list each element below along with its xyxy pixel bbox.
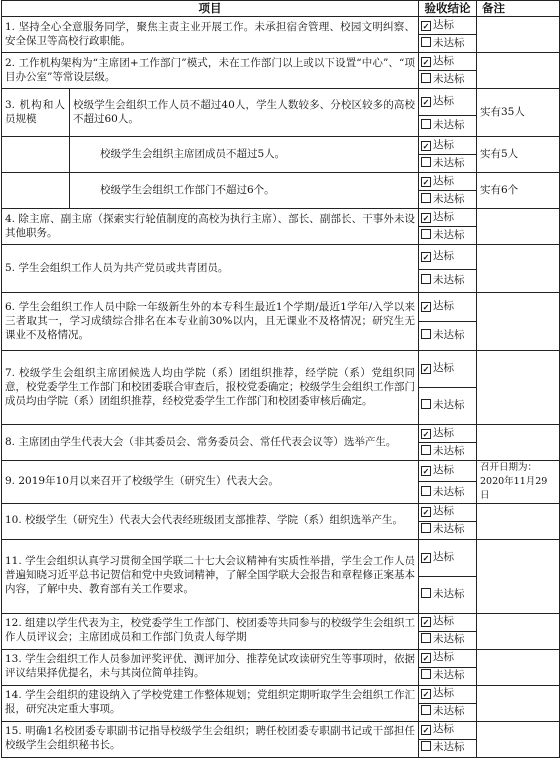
row-6-note [477, 293, 560, 351]
checkbox-checked-icon[interactable] [421, 252, 431, 262]
row-8-note [477, 425, 560, 461]
row-3-category: 3. 机构和人员规模 [2, 89, 70, 137]
checkbox-checked-icon[interactable] [421, 466, 431, 476]
checkbox-checked-icon[interactable] [421, 21, 431, 31]
fail-option[interactable]: 未达标 [419, 443, 477, 461]
table-header-row [2, 1, 560, 17]
fail-option[interactable]: 未达标 [419, 521, 477, 539]
checkbox-empty-icon[interactable] [421, 37, 431, 47]
pass-option[interactable]: ✓达标 [419, 425, 477, 443]
pass-option[interactable]: ✓达标 [419, 461, 477, 482]
row-9-note: 召开日期为：2020年11月29日 [477, 461, 560, 503]
checkbox-checked-icon[interactable] [421, 689, 431, 699]
checkbox-checked-icon[interactable] [421, 725, 431, 735]
checkbox-empty-icon[interactable] [421, 486, 431, 496]
checkbox-checked-icon[interactable] [421, 177, 431, 187]
table-row [2, 613, 560, 631]
row-14-text: 14. 学生会组织的建设纳入了学校党建工作整体规划；党组织定期听取学生会组织工作汇报，研究决定重大事项。 [2, 685, 419, 721]
pass-option[interactable]: ✓达标 [419, 685, 477, 703]
checkbox-checked-icon[interactable] [421, 364, 431, 374]
pass-option[interactable]: ✓达标 [419, 721, 477, 739]
pass-option[interactable]: ✓达标 [419, 539, 477, 576]
table-row [2, 351, 560, 388]
fail-option[interactable]: 未达标 [419, 576, 477, 613]
row-5-text: 5. 学生会组织工作人员为共产党员或共青团员。 [2, 245, 419, 293]
checkbox-empty-icon[interactable] [421, 329, 431, 339]
fail-option[interactable]: 未达标 [419, 703, 477, 721]
checkbox-checked-icon[interactable] [421, 553, 431, 563]
pass-option[interactable]: ✓达标 [419, 293, 477, 322]
checkbox-empty-icon[interactable] [421, 119, 431, 129]
acceptance-table [1, 0, 560, 758]
row-5-note [477, 245, 560, 293]
fail-option[interactable]: 未达标 [419, 388, 477, 425]
row-3-note: 实有35人 [477, 89, 560, 137]
fail-option[interactable]: 未达标 [419, 116, 477, 137]
pass-option[interactable]: ✓达标 [419, 649, 477, 667]
row-3b-note: 实有5人 [477, 137, 560, 173]
pass-option[interactable]: ✓达标 [419, 245, 477, 270]
checkbox-empty-icon[interactable] [421, 445, 431, 455]
fail-option[interactable]: 未达标 [419, 270, 477, 293]
checkbox-checked-icon[interactable] [421, 97, 431, 107]
table-row [2, 461, 560, 482]
table-row [2, 17, 560, 35]
checkbox-empty-icon[interactable] [421, 588, 431, 598]
fail-option[interactable]: 未达标 [419, 227, 477, 245]
pass-option[interactable]: ✓达标 [419, 53, 477, 71]
row-15-note [477, 721, 560, 757]
header-item: 项目 [2, 1, 419, 17]
row-13-note [477, 649, 560, 685]
pass-option[interactable]: ✓达标 [419, 89, 477, 116]
checkbox-empty-icon[interactable] [421, 274, 431, 284]
row-14-note [477, 685, 560, 721]
table-row [2, 89, 560, 116]
row-4-note [477, 209, 560, 245]
checkbox-checked-icon[interactable] [421, 213, 431, 223]
row-6-text: 6. 学生会组织工作人员中除一年级新生外的本专科生最近1个学期/最近1学年/入学以来三者取其一，学习成绩综合排名在本专业前30%以内，且无课业不及格情况；研究生无课业不及格情况。 [2, 293, 419, 351]
table-row [2, 53, 560, 71]
header-result: 验收结论 [419, 1, 477, 17]
header-note: 备注 [477, 1, 560, 17]
checkbox-checked-icon[interactable] [421, 653, 431, 663]
fail-option[interactable]: 未达标 [419, 35, 477, 53]
row-10-note [477, 503, 560, 539]
fail-option[interactable]: 未达标 [419, 155, 477, 173]
fail-option[interactable]: 未达标 [419, 667, 477, 685]
checkbox-empty-icon[interactable] [421, 741, 431, 751]
row-12-note [477, 613, 560, 649]
row-2-text: 2. 工作机构架构为“主席团+工作部门”模式，未在工作部门以上或以下设置“中心”、“项目办公室”等常设层级。 [2, 53, 419, 89]
row-11-note [477, 539, 560, 613]
table-row [2, 173, 560, 191]
row-3b-category [2, 137, 70, 173]
checkbox-empty-icon[interactable] [421, 73, 431, 83]
table-row [2, 649, 560, 667]
fail-option[interactable]: 未达标 [419, 482, 477, 503]
pass-option[interactable]: ✓达标 [419, 209, 477, 227]
checkbox-checked-icon[interactable] [421, 57, 431, 67]
row-1-text: 1. 坚持全心全意服务同学，聚焦主责主业开展工作。未承担宿舍管理、校园文明纠察、安全保卫等高校行政职能。 [2, 17, 419, 53]
fail-option[interactable]: 未达标 [419, 739, 477, 757]
row-3c-text: 校级学生会组织工作部门不超过6个。 [70, 173, 419, 209]
row-3b-text: 校级学生会组织主席团成员不超过5人。 [70, 137, 419, 173]
checkbox-empty-icon[interactable] [421, 193, 431, 203]
pass-option[interactable]: ✓达标 [419, 137, 477, 155]
pass-option[interactable]: ✓达标 [419, 173, 477, 191]
checkbox-checked-icon[interactable] [421, 507, 431, 517]
row-1-note [477, 17, 560, 53]
fail-option[interactable]: 未达标 [419, 322, 477, 351]
checkbox-checked-icon[interactable] [421, 141, 431, 151]
checkbox-empty-icon[interactable] [421, 633, 431, 643]
checkbox-empty-icon[interactable] [421, 157, 431, 167]
checkbox-empty-icon[interactable] [421, 229, 431, 239]
row-10-text: 10. 校级学生（研究生）代表大会代表经班级团支部推荐、学院（系）组织选举产生。 [2, 503, 419, 539]
table-row [2, 245, 560, 270]
row-4-text: 4. 除主席、副主席（探索实行轮值制度的高校为执行主席）、部长、副部长、干事外未设其他职务。 [2, 209, 419, 245]
checkbox-checked-icon[interactable] [421, 302, 431, 312]
table-row [2, 209, 560, 227]
checkbox-checked-icon[interactable] [421, 617, 431, 627]
row-9-text: 9. 2019年10月以来召开了校级学生（研究生）代表大会。 [2, 461, 419, 503]
row-3-text: 校级学生会组织工作人员不超过40人，学生人数较多、分校区较多的高校不超过60人。 [70, 89, 419, 137]
fail-option[interactable]: 未达标 [419, 71, 477, 89]
checkbox-empty-icon[interactable] [421, 669, 431, 679]
fail-option[interactable]: 未达标 [419, 631, 477, 649]
table-row [2, 503, 560, 521]
table-row [2, 293, 560, 322]
fail-option[interactable]: 未达标 [419, 191, 477, 209]
row-11-text: 11. 学生会组织认真学习贯彻全国学联二十七大会议精神有实质性举措，学生会工作人员普遍知晓习近平总书记贺信和党中央致词精神，了解全国学联大会报告和章程修正案基本内容，了解中央、教育部有关工作要求。 [2, 539, 419, 613]
pass-option[interactable]: ✓达标 [419, 503, 477, 521]
pass-option[interactable]: ✓达标 [419, 351, 477, 388]
table-row [2, 137, 560, 155]
pass-option[interactable]: ✓达标 [419, 17, 477, 35]
checkbox-empty-icon[interactable] [421, 523, 431, 533]
checkbox-checked-icon[interactable] [421, 429, 431, 439]
row-7-text: 7. 校级学生会组织主席团候选人均由学院（系）团组织推荐，经学院（系）党组织同意，校党委学生工作部门和校团委联合审查后，报校党委确定；校级学生会组织工作部门成员均由学院（系）团组织推荐，经校党委学生工作部门和校团委审核后确定。 [2, 351, 419, 425]
table-row [2, 539, 560, 576]
row-8-text: 8. 主席团由学生代表大会（非其委员会、常务委员会、常任代表会议等）选举产生。 [2, 425, 419, 461]
row-13-text: 13. 学生会组织工作人员参加评奖评优、测评加分、推荐免试攻读研究生等事项时，依据评议结果择优提名，未与其岗位简单挂钩。 [2, 649, 419, 685]
table-row [2, 685, 560, 703]
row-15-text: 15. 明确1名校团委专职副书记指导校级学生会组织；聘任校团委专职副书记或干部担任校级学生会组织秘书长。 [2, 721, 419, 757]
pass-option[interactable]: ✓达标 [419, 613, 477, 631]
row-3c-note: 实有6个 [477, 173, 560, 209]
row-7-note [477, 351, 560, 425]
row-12-text: 12. 组建以学生代表为主，校党委学生工作部门、校团委等共同参与的校级学生会组织工作人员评议会；主席团成员和工作部门负责人每学期 [2, 613, 419, 649]
checkbox-empty-icon[interactable] [421, 705, 431, 715]
table-row [2, 721, 560, 739]
row-3c-category [2, 173, 70, 209]
checkbox-empty-icon[interactable] [421, 399, 431, 409]
table-row [2, 425, 560, 443]
row-2-note [477, 53, 560, 89]
